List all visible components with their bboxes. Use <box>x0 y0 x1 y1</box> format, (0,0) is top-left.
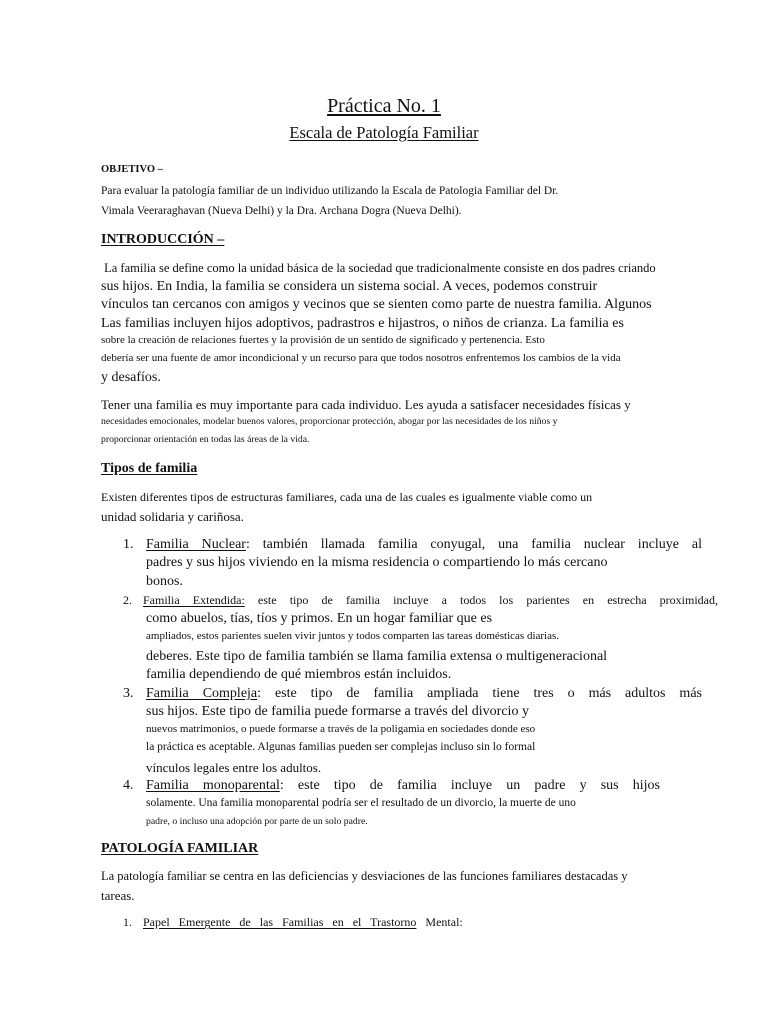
intro-line: y desafíos. <box>101 370 161 385</box>
list-line: nuevos matrimonios, o puede formarse a través de la poligamia en sociedades donde eso <box>146 723 536 735</box>
list-number: 2. <box>123 593 132 607</box>
objetivo-heading: OBJETIVO – <box>101 164 163 175</box>
intro-line: sus hijos. En India, la familia se considera un sistema social. A veces, podemos construir <box>101 279 598 294</box>
list-line: deberes. Este tipo de familia también se llama familia extensa o multigeneracional <box>146 649 608 664</box>
intro-line: necesidades emocionales, modelar buenos valores, proporcionar protección, abogar por las necesidades de los niños y <box>101 416 558 427</box>
list-line: sus hijos. Este tipo de familia puede formarse a través del divorcio y <box>146 704 529 719</box>
term-description: : este tipo de familia ampliada tiene tres o más adultos más <box>257 686 702 701</box>
list-number: 1. <box>123 915 132 929</box>
term-description: : también llamada familia conyugal, una familia nuclear incluye al <box>245 537 703 552</box>
term-description: : este tipo de familia incluye un padre y sus hijos <box>279 778 661 793</box>
intro-line: proporcionar orientación en todas las áreas de la vida. <box>101 434 310 445</box>
term-label: Familia Extendida: <box>143 593 245 607</box>
list-first-line <box>146 538 702 552</box>
patologia-line: tareas. <box>101 888 135 903</box>
intro-line: Tener una familia es muy importante para cada individuo. Les ayuda a satisfacer necesidades físicas y <box>101 397 631 412</box>
patologia-line: La patología familiar se centra en las deficiencias y desviaciones de las funciones familiares destacadas y <box>101 869 628 883</box>
list-number: 1. <box>123 537 134 552</box>
term-label: Familia Compleja <box>146 686 258 701</box>
objetivo-line: Vimala Veeraraghavan (Nueva Delhi) y la Dra. Archana Dogra (Nueva Delhi). <box>101 205 462 217</box>
tipos-intro-line: unidad solidaria y cariñosa. <box>101 509 244 524</box>
term-description: Mental: <box>416 915 463 929</box>
list-first-line <box>146 687 702 701</box>
page-title: Práctica No. 1 <box>327 95 441 117</box>
intro-line: La familia se define como la unidad básica de la sociedad que tradicionalmente consiste en dos padres criando <box>101 261 656 275</box>
page-subtitle: Escala de Patología Familiar <box>289 123 479 142</box>
term-description: este tipo de familia incluye a todos los parientes en estrecha proximidad, <box>244 593 718 607</box>
intro-line: Las familias incluyen hijos adoptivos, padrastros e hijastros, o niños de crianza. La familia es <box>101 316 624 331</box>
list-line: familia dependiendo de qué miembros están incluidos. <box>146 667 452 682</box>
term-label: Papel Emergente de las Familias en el Trastorno <box>143 915 417 929</box>
tipos-intro-line: Existen diferentes tipos de estructuras familiares, cada una de las cuales es igualmente viable como un <box>101 490 593 504</box>
list-number: 4. <box>123 778 134 793</box>
list-line: vínculos legales entre los adultos. <box>146 760 322 775</box>
list-line: padres y sus hijos viviendo en la misma residencia o compartiendo lo más cercano <box>146 555 608 570</box>
introduccion-heading: INTRODUCCIÓN – <box>101 232 225 247</box>
list-line: ampliados, estos parientes suelen vivir juntos y todos comparten las tareas domésticas diarias. <box>146 630 560 642</box>
list-first-line <box>143 594 718 606</box>
intro-line: sobre la creación de relaciones fuertes y la provisión de un sentido de significado y pertenencia. Esto <box>101 334 545 346</box>
tipos-heading: Tipos de familia <box>101 461 198 476</box>
list-line: padre, o incluso una adopción por parte de un solo padre. <box>146 816 368 827</box>
list-first-line <box>143 916 463 928</box>
intro-line: debería ser una fuente de amor incondicional y un recurso para que todos nosotros enfrentemos los cambios de la vida <box>101 352 621 364</box>
term-label: Familia Nuclear <box>146 537 246 552</box>
objetivo-line: Para evaluar la patología familiar de un individuo utilizando la Escala de Patologia Familiar del Dr. <box>101 185 559 197</box>
list-line: la práctica es aceptable. Algunas familias pueden ser complejas incluso sin lo formal <box>146 741 536 753</box>
list-line: bonos. <box>146 574 183 589</box>
list-first-line <box>146 779 660 793</box>
list-number: 3. <box>123 686 134 701</box>
term-label: Familia monoparental <box>146 778 280 793</box>
list-line: como abuelos, tías, tíos y primos. En un hogar familiar que es <box>146 611 493 626</box>
patologia-heading: PATOLOGÍA FAMILIAR <box>101 841 259 856</box>
intro-line: vínculos tan cercanos con amigos y vecinos que se sienten como parte de nuestra familia. Algunos <box>101 297 652 312</box>
list-line: solamente. Una familia monoparental podría ser el resultado de un divorcio, la muerte de uno <box>146 797 576 809</box>
